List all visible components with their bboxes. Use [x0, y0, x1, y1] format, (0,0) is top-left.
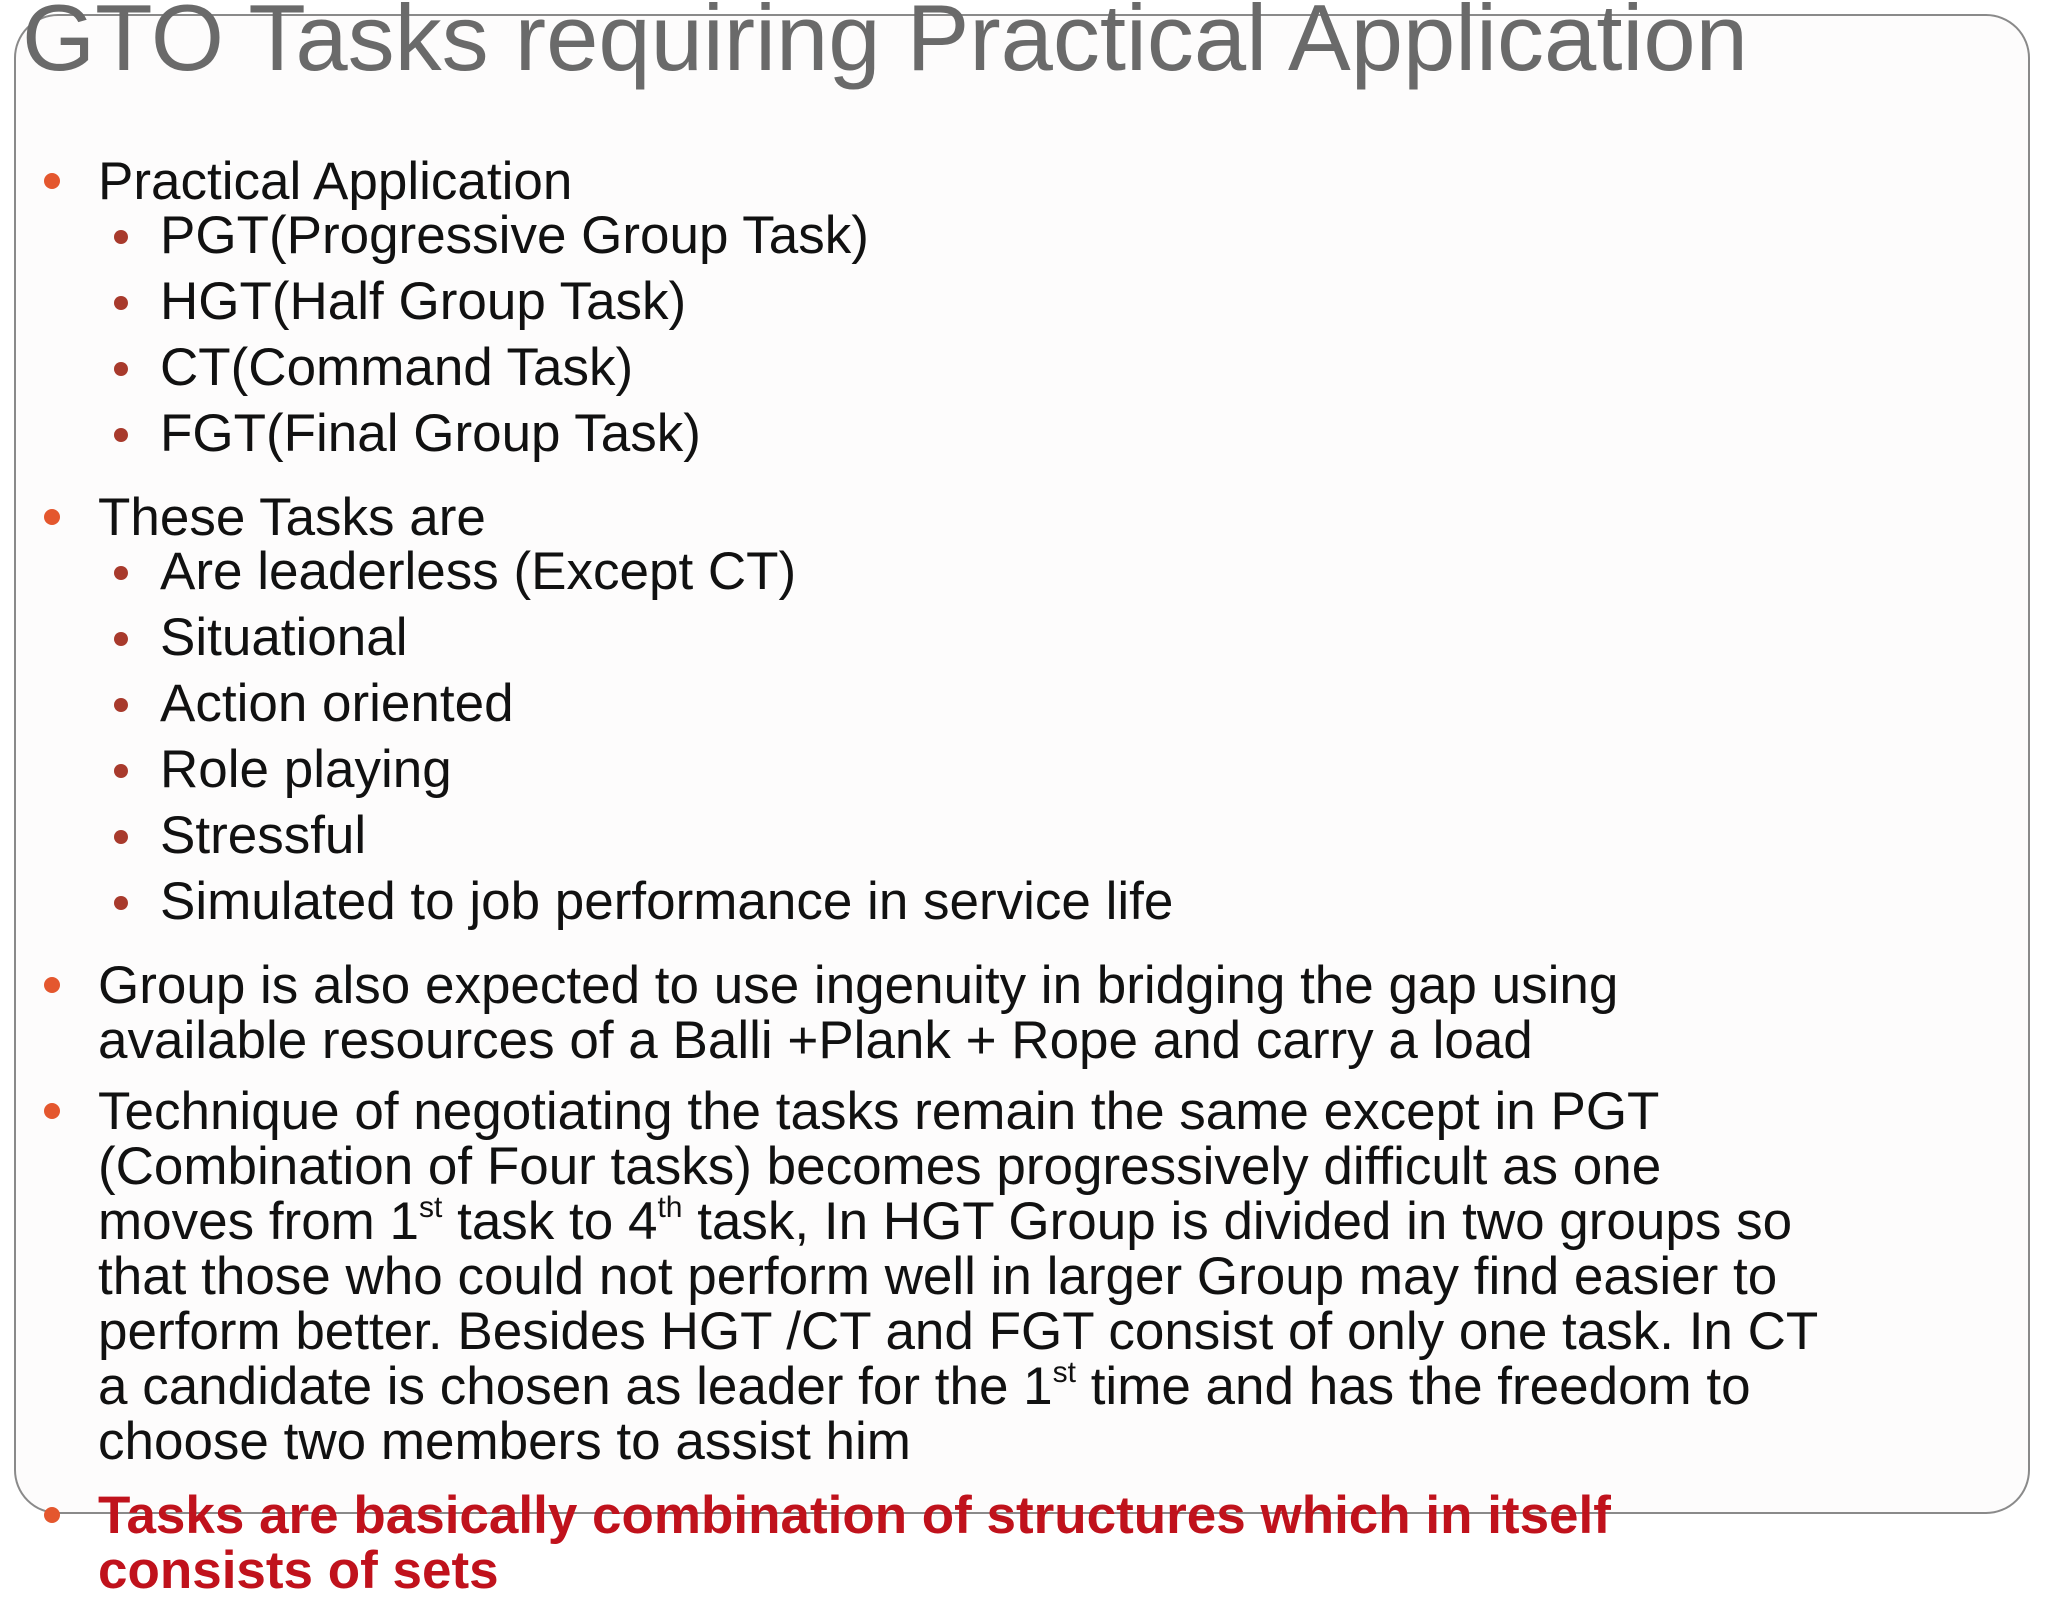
- sub-bullet-hgt: [160, 272, 686, 332]
- sub-bullet-text: Action oriented: [160, 674, 514, 733]
- sub-bullet-action-oriented: [160, 674, 514, 734]
- bullet-dot-icon: [114, 632, 128, 646]
- paragraph-line: [98, 1356, 1818, 1416]
- bullet-dot-icon: [114, 362, 128, 376]
- sub-bullet-pgt: [160, 206, 869, 266]
- sub-bullet-ct: [160, 338, 633, 398]
- sub-bullet-fgt: [160, 404, 701, 464]
- text-segment: time and has the freedom to: [1075, 1357, 1751, 1416]
- sub-bullet-text: Role playing: [160, 740, 452, 799]
- bullet-group-ingenuity: [98, 958, 1618, 1068]
- text-segment: moves from 1: [98, 1192, 420, 1251]
- bullet-highlight: [98, 1488, 1611, 1598]
- paragraph-line: Technique of negotiating the tasks remain the same except in PGT: [98, 1082, 1660, 1141]
- sub-bullet-text: Situational: [160, 608, 408, 667]
- sub-bullet-situational: [160, 608, 408, 668]
- sub-bullet-text: FGT(Final Group Task): [160, 404, 701, 463]
- sub-bullet-text: HGT(Half Group Task): [160, 272, 687, 331]
- paragraph-line: perform better. Besides HGT /CT and FGT consist of only one task. In CT: [98, 1302, 1819, 1361]
- sub-bullet-text: PGT(Progressive Group Task): [160, 206, 869, 265]
- sub-bullet-leaderless: [160, 542, 796, 602]
- text-segment: task to 4: [442, 1192, 658, 1251]
- paragraph-line: [98, 1191, 1818, 1251]
- bullet-dot-icon: [114, 698, 128, 712]
- paragraph-line: choose two members to assist him: [98, 1412, 911, 1471]
- bullet-dot-icon: [114, 428, 128, 442]
- sub-bullet-text: CT(Command Task): [160, 338, 634, 397]
- sub-bullet-text: Stressful: [160, 806, 367, 865]
- bullet-dot-icon: [114, 566, 128, 580]
- highlight-line: consists of sets: [98, 1541, 499, 1600]
- text-segment: task, In HGT Group is divided in two groups so: [682, 1192, 1793, 1251]
- bullet-technique: [98, 1084, 1818, 1469]
- bullet-text: These Tasks are: [98, 488, 486, 547]
- bullet-these-tasks-are: [98, 490, 486, 545]
- bullet-dot-icon: [114, 296, 128, 310]
- paragraph-line: (Combination of Four tasks) becomes progressively difficult as one: [98, 1137, 1662, 1196]
- sub-bullet-role-playing: [160, 740, 452, 800]
- sub-bullet-text: Simulated to job performance in service life: [160, 872, 1174, 931]
- paragraph-line: available resources of a Balli +Plank + Rope and carry a load: [98, 1011, 1533, 1070]
- text-segment: a candidate is chosen as leader for the 1: [98, 1357, 1053, 1416]
- sub-bullet-simulated: [160, 872, 1173, 932]
- sub-bullet-stressful: [160, 806, 366, 866]
- highlight-line: Tasks are basically combination of structures which in itself: [98, 1486, 1611, 1545]
- bullet-dot-icon: [114, 764, 128, 778]
- slide-title: GTO Tasks requiring Practical Application: [22, 0, 1748, 90]
- bullet-dot-icon: [114, 830, 128, 844]
- sub-bullet-text: Are leaderless (Except CT): [160, 542, 797, 601]
- bullet-dot-icon: [44, 1103, 60, 1119]
- paragraph-line: that those who could not perform well in larger Group may find easier to: [98, 1247, 1778, 1306]
- ordinal-suffix: st: [1052, 1356, 1076, 1389]
- bullet-dot-icon: [44, 173, 60, 189]
- slide-content: [16, 16, 2028, 1600]
- bullet-dot-icon: [114, 896, 128, 910]
- paragraph-line: Group is also expected to use ingenuity in bridging the gap using: [98, 956, 1619, 1015]
- bullet-text: Practical Application: [98, 152, 573, 211]
- bullet-dot-icon: [114, 230, 128, 244]
- bullet-dot-icon: [44, 1507, 60, 1523]
- bullet-dot-icon: [44, 977, 60, 993]
- ordinal-suffix: st: [419, 1191, 443, 1224]
- slide-frame: [14, 14, 2030, 1600]
- bullet-dot-icon: [44, 509, 60, 525]
- bullet-practical-application: [98, 154, 572, 209]
- ordinal-suffix: th: [657, 1191, 683, 1224]
